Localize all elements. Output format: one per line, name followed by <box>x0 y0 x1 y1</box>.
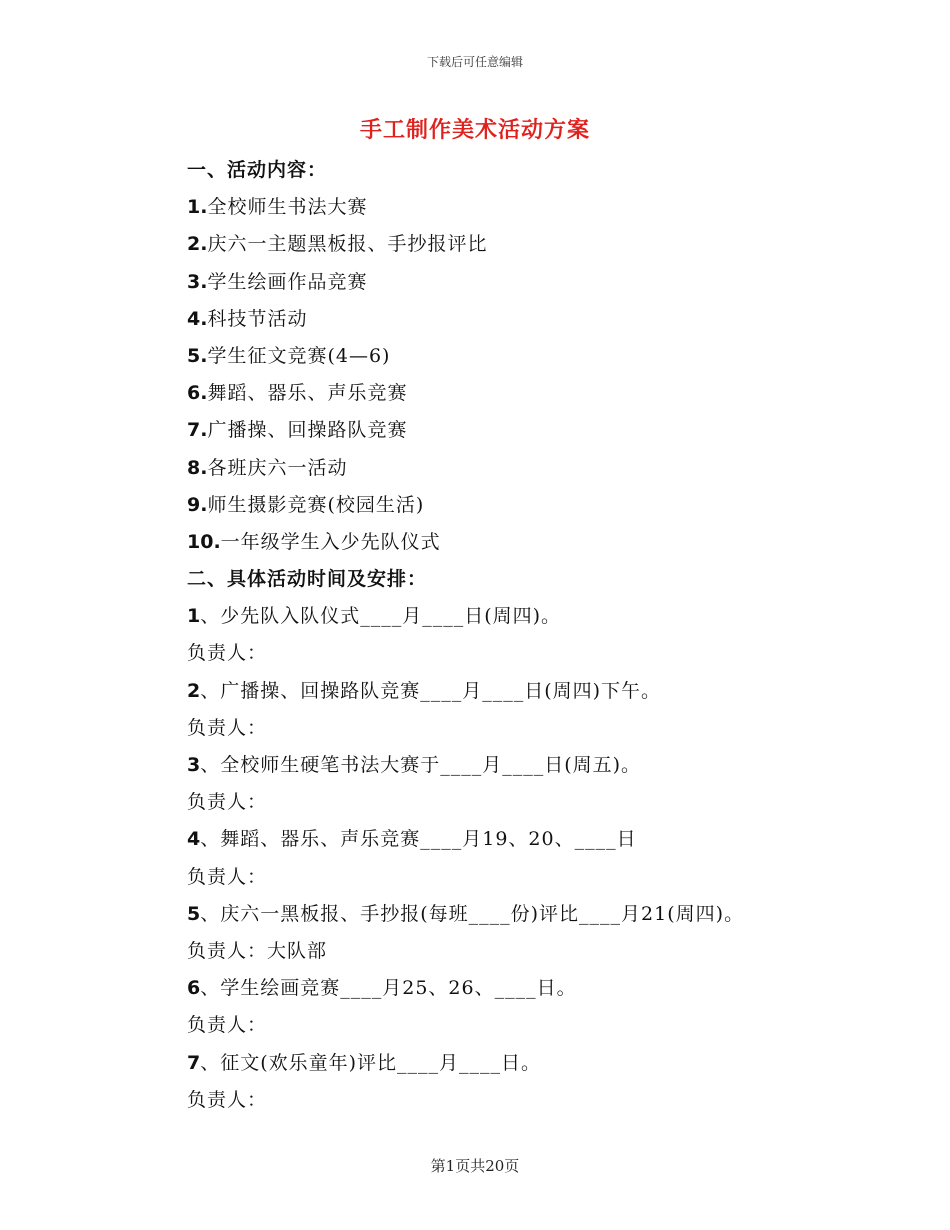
list-item <box>187 264 887 301</box>
list-item-text: 师生摄影竞赛(校园生活) <box>207 493 425 516</box>
schedule-item-text: 、征文(欢乐童年)评比____月____日。 <box>200 1051 542 1074</box>
schedule-item <box>187 970 887 1007</box>
schedule-item-number: 6 <box>187 977 201 1000</box>
list-item-number: 9. <box>187 493 208 516</box>
section-heading-activity-content: 一、活动内容： <box>187 159 328 181</box>
list-item-text: 科技节活动 <box>207 307 308 330</box>
list-item-text: 学生绘画作品竞赛 <box>207 270 368 293</box>
schedule-item <box>187 747 887 784</box>
schedule-item-text: 、庆六一黑板报、手抄报(每班____份)评比____月21(周四)。 <box>200 902 745 925</box>
responsible-person: 负责人： <box>187 865 268 888</box>
page-footer: 第1页共20页 <box>430 1157 520 1175</box>
responsible-person: 负责人： <box>187 716 268 739</box>
document-title: 手工制作美术活动方案 <box>359 117 590 143</box>
schedule-item-number: 7 <box>187 1051 201 1074</box>
header-note: 下载后可任意编辑 <box>426 55 523 69</box>
schedule-item-number: 1 <box>187 605 201 628</box>
list-item-number: 5. <box>187 344 208 367</box>
schedule-item-number: 2 <box>187 679 201 702</box>
section-heading-schedule: 二、具体活动时间及安排： <box>187 568 428 591</box>
responsible-person: 负责人：大队部 <box>187 939 328 962</box>
responsible-person: 负责人： <box>187 1088 268 1111</box>
list-item <box>187 301 887 338</box>
list-item-number: 3. <box>187 270 208 293</box>
list-item-text: 一年级学生入少先队仪式 <box>220 530 441 553</box>
schedule-item-text: 、舞蹈、器乐、声乐竞赛____月19、20、____日 <box>200 828 637 851</box>
schedule-item-text: 、广播操、回操路队竞赛____月____日(周四)下午。 <box>200 679 662 702</box>
schedule-item-text: 、全校师生硬笔书法大赛于____月____日(周五)。 <box>200 754 642 776</box>
responsible-person: 负责人： <box>187 791 268 814</box>
list-item <box>187 450 887 487</box>
schedule-item-text: 、少先队入队仪式____月____日(周四)。 <box>200 605 562 628</box>
list-item-number: 10. <box>187 530 221 553</box>
schedule-item <box>187 821 887 858</box>
list-item <box>187 487 887 524</box>
list-item-text: 广播操、回操路队竞赛 <box>207 419 408 442</box>
schedule-item <box>187 673 887 710</box>
list-item-number: 1. <box>187 196 208 219</box>
list-item <box>187 226 887 263</box>
list-item-text: 庆六一主题黑板报、手抄报评比 <box>207 233 488 256</box>
list-item-text: 全校师生书法大赛 <box>207 196 368 219</box>
schedule-item <box>187 896 887 933</box>
document-body <box>187 152 887 1119</box>
list-item <box>187 189 887 226</box>
list-item-text: 舞蹈、器乐、声乐竞赛 <box>207 382 408 405</box>
list-item <box>187 524 887 561</box>
list-item-number: 6. <box>187 382 208 405</box>
list-item-text: 学生征文竞赛(4—6) <box>207 344 391 367</box>
list-item-number: 8. <box>187 456 208 479</box>
schedule-item-number: 5 <box>187 902 201 925</box>
schedule-item <box>187 1045 887 1082</box>
schedule-item-number: 3 <box>187 754 201 776</box>
list-item-number: 2. <box>187 233 208 256</box>
responsible-person: 负责人： <box>187 1014 268 1037</box>
list-item-text: 各班庆六一活动 <box>207 456 348 479</box>
schedule-item-text: 、学生绘画竞赛____月25、26、____日。 <box>200 977 577 1000</box>
list-item <box>187 375 887 412</box>
schedule-item-number: 4 <box>187 828 201 851</box>
list-item-number: 7. <box>187 419 208 442</box>
list-item <box>187 338 887 375</box>
list-item <box>187 412 887 449</box>
responsible-person: 负责人： <box>187 642 268 665</box>
list-item-number: 4. <box>187 307 208 330</box>
schedule-item <box>187 598 887 635</box>
